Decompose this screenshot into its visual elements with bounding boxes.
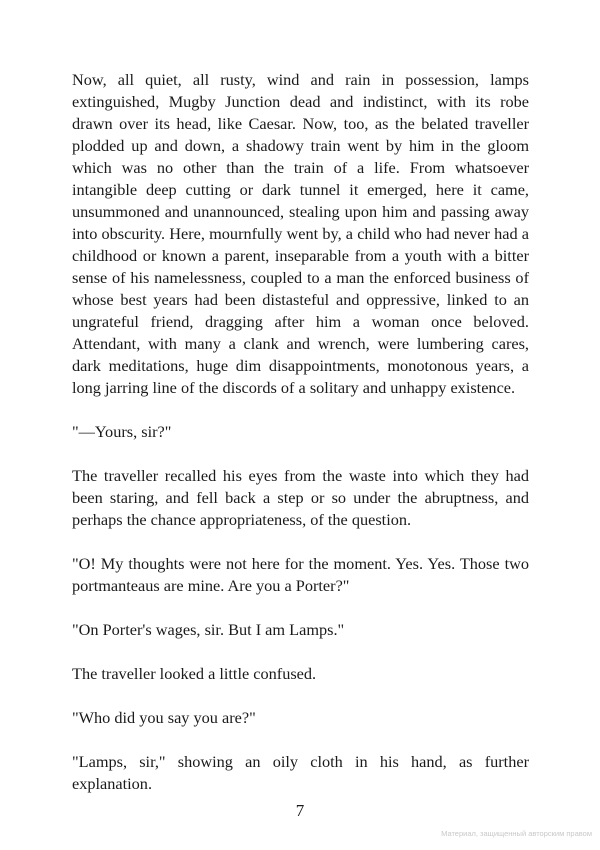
copyright-watermark: Материал, защищенный авторским правом xyxy=(441,829,592,838)
paragraph-2: "—Yours, sir?" xyxy=(72,422,172,441)
paragraph-3: The traveller recalled his eyes from the waste into which they had been staring, and fell back a step or so under the abruptness, and perhaps the chance appropriateness, of the question. xyxy=(72,466,529,529)
paragraph-4: "O! My thoughts were not here for the moment. Yes. Yes. Those two portmanteaus are mine. Are you a Porter?" xyxy=(72,554,529,595)
paragraph-8: "Lamps, sir," showing an oily cloth in his hand, as further explanation. xyxy=(72,752,529,793)
paragraph-6: The traveller looked a little confused. xyxy=(72,664,317,683)
paragraph-7: "Who did you say you are?" xyxy=(72,708,256,727)
page-body xyxy=(72,69,529,817)
paragraph-1: Now, all quiet, all rusty, wind and rain in possession, lamps extinguished, Mugby Junction dead and indistinct, with its robe drawn over its head, like Caesar. Now, too, as the belated traveller plodded up and down, a shadowy train went by him in the gloom which was no other than the train of a life. From whatsoever intangible deep cutting or dark tunnel it emerged, here it came, unsummoned and unannounced, stealing upon him and passing away into obscurity. Here, mournfully went by, a child who had never had a childhood or known a parent, inseparable from a youth with a bitter sense of his namelessness, coupled to a man the enforced business of whose best years had been distasteful and oppressive, linked to an ungrateful friend, dragging after him a woman once beloved. Attendant, with many a clank and wrench, were lumbering cares, dark meditations, huge dim disappointments, monotonous years, a long jarring line of the discords of a solitary and unhappy existence. xyxy=(72,70,529,397)
page-number: 7 xyxy=(295,801,305,820)
paragraph-5: "On Porter's wages, sir. But I am Lamps." xyxy=(72,620,345,639)
